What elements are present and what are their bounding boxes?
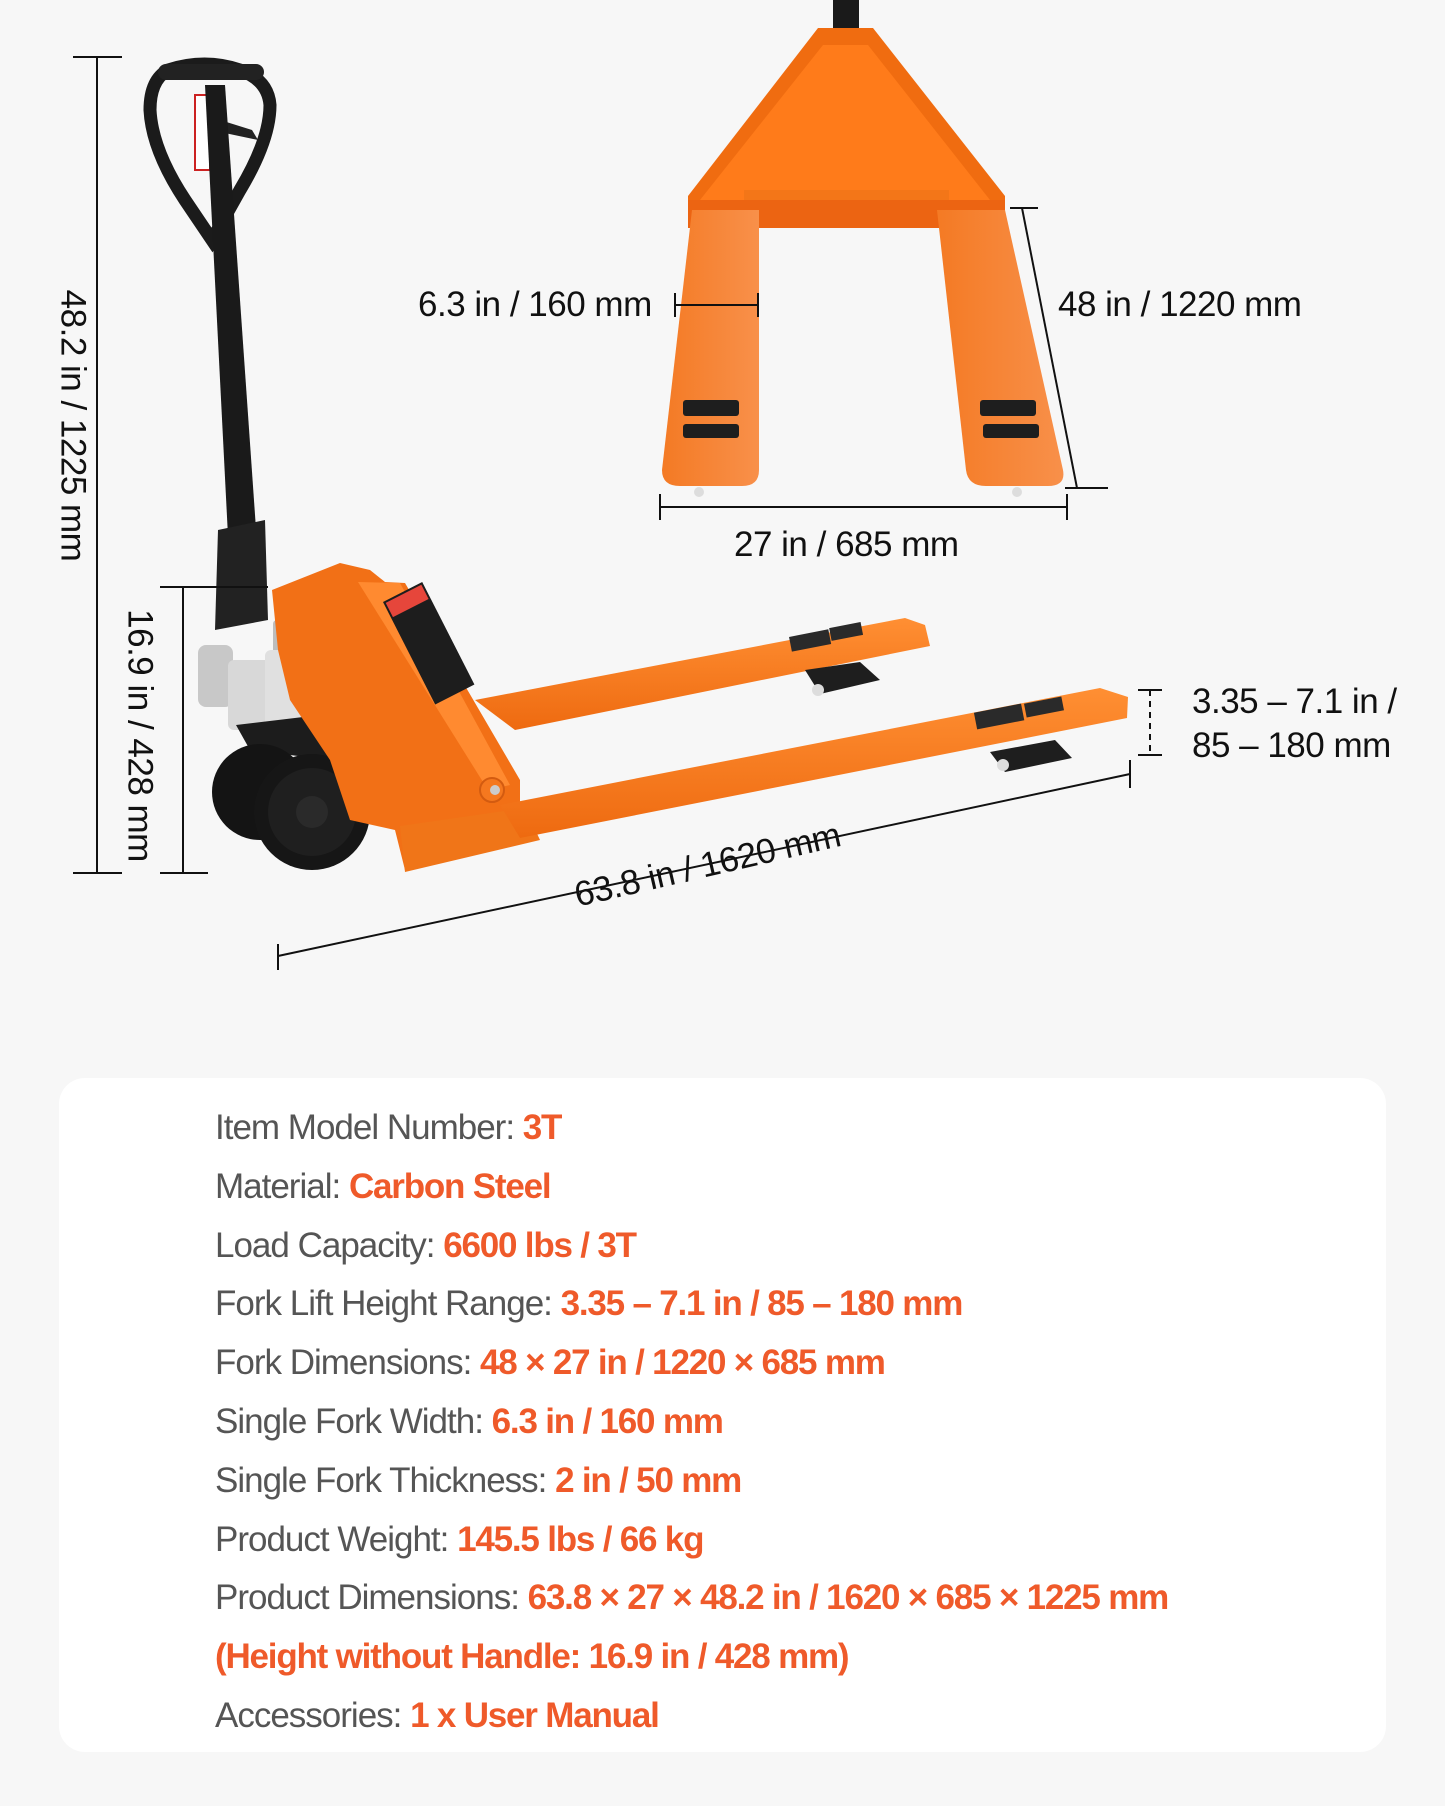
- overall-height-label: 48.2 in / 1225 mm: [53, 289, 93, 562]
- single-fork-width-label: 6.3 in / 160 mm: [418, 285, 652, 324]
- spec-row-model: [215, 1099, 1168, 1158]
- spec-label: Load Capacity:: [215, 1225, 444, 1265]
- spec-note: (Height without Handle: 16.9 in / 428 mm): [215, 1637, 849, 1677]
- spec-label: Product Dimensions:: [215, 1578, 528, 1618]
- spec-row-load-capacity: [215, 1217, 1168, 1276]
- spec-label: Product Weight:: [215, 1519, 458, 1559]
- spec-value: 145.5 lbs / 66 kg: [457, 1519, 704, 1559]
- spec-value: 48 × 27 in / 1220 × 685 mm: [480, 1343, 885, 1383]
- spec-value: 63.8 × 27 × 48.2 in / 1620 × 685 × 1225 mm: [527, 1578, 1169, 1618]
- spec-value: 6.3 in / 160 mm: [491, 1401, 723, 1441]
- spec-label: Item Model Number:: [215, 1108, 523, 1147]
- spec-label: Accessories:: [215, 1695, 411, 1735]
- spec-row-fork-thickness: [215, 1452, 1168, 1511]
- spec-row-product-dimensions: [215, 1569, 1168, 1628]
- spec-row-material: [215, 1158, 1168, 1217]
- spec-value: 6600 lbs / 3T: [443, 1225, 636, 1265]
- spec-list: [215, 1099, 1168, 1746]
- spec-row-fork-dimensions: [215, 1334, 1168, 1393]
- spec-row-fork-width: [215, 1393, 1168, 1452]
- spec-value: Carbon Steel: [348, 1166, 551, 1206]
- fork-length-label: 48 in / 1220 mm: [1058, 285, 1302, 324]
- overall-width-label: 27 in / 685 mm: [734, 525, 959, 564]
- spec-value: 1 x User Manual: [410, 1695, 659, 1735]
- spec-label: Fork Dimensions:: [215, 1343, 481, 1383]
- spec-row-weight: [215, 1511, 1168, 1570]
- spec-label: Material:: [215, 1166, 349, 1206]
- spec-value: 2 in / 50 mm: [555, 1460, 742, 1500]
- spec-row-lift-height: [215, 1275, 1168, 1334]
- lift-range-label-line2: 85 – 180 mm: [1192, 726, 1391, 765]
- spec-label: Fork Lift Height Range:: [215, 1284, 561, 1324]
- spec-label: Single Fork Width:: [215, 1401, 492, 1441]
- height-without-handle-label: 16.9 in / 428 mm: [120, 609, 160, 862]
- spec-label: Single Fork Thickness:: [215, 1460, 556, 1500]
- spec-value: 3T: [522, 1108, 562, 1147]
- spec-card: [59, 1078, 1386, 1752]
- length-label: 63.8 in / 1620 mm: [570, 815, 845, 915]
- spec-row-accessories: [215, 1687, 1168, 1746]
- top-view-pallet: [662, 0, 1063, 497]
- lift-range-label-line1: 3.35 – 7.1 in /: [1192, 682, 1397, 721]
- spec-row-height-note: [215, 1628, 1168, 1687]
- spec-value: 3.35 – 7.1 in / 85 – 180 mm: [560, 1284, 963, 1324]
